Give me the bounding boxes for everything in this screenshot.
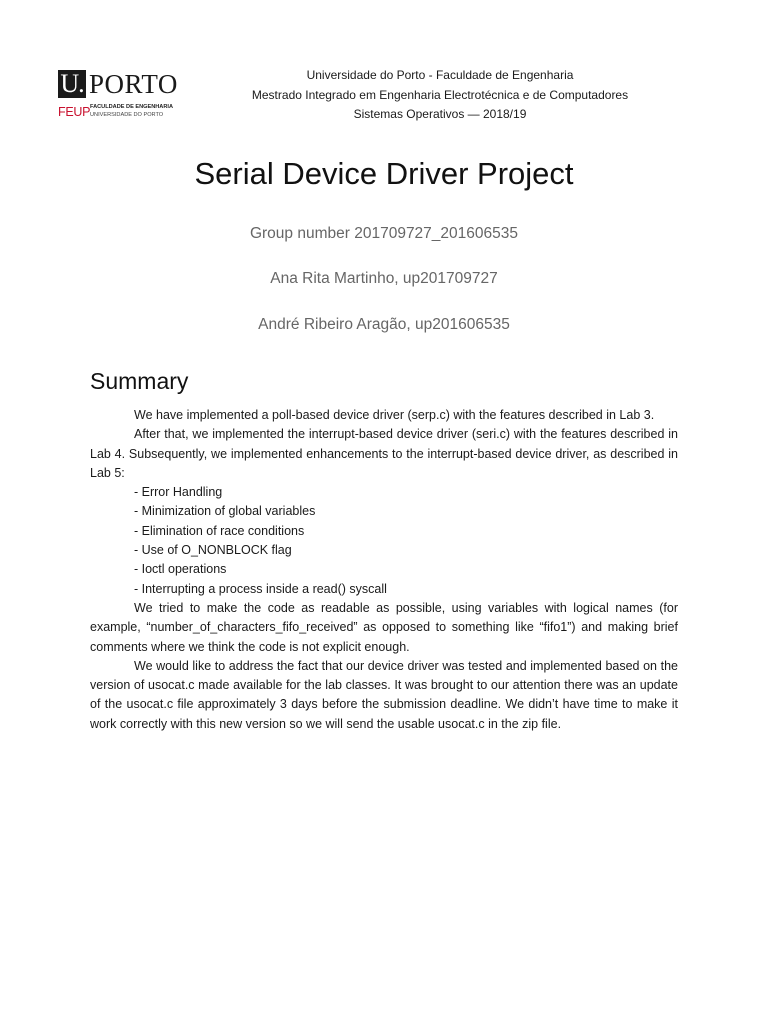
group-number: Group number 201709727_201606535 bbox=[249, 225, 519, 242]
logo-feup-line1: FACULDADE DE ENGENHARIA bbox=[90, 104, 173, 110]
logo-porto-text: PORTO bbox=[89, 69, 178, 99]
summary-heading: Summary bbox=[90, 368, 189, 394]
summary-body bbox=[90, 406, 678, 734]
logo-feup-line2: UNIVERSIDADE DO PORTO bbox=[90, 112, 164, 118]
list-item: - Use of O_NONBLOCK flag bbox=[134, 543, 292, 558]
university-logo bbox=[58, 69, 180, 121]
list-item: - Error Handling bbox=[134, 485, 223, 500]
institution-header bbox=[200, 66, 680, 125]
logo-feup-subtitle bbox=[90, 103, 182, 119]
summary-paragraph-3: We tried to make the code as readable as possible, using variables with logical names (for example, “number_of_characters_fifo_received” as opposed to something like “fifo1”) and making brief comments where we think the code is not explicit enough. bbox=[90, 600, 678, 654]
summary-paragraph-4: We would like to address the fact that our device driver was tested and implemented based on the version of usocat.c made available for the lab classes. It was brought to our attention there was an update of the usocat.c file approximately 3 days before the submission deadline. We didn’t have time to make it work correctly with this new version so we will send the usable usocat.c in the zip file. bbox=[90, 658, 678, 731]
summary-paragraph-1: We have implemented a poll-based device driver (serp.c) with the features described in Lab 3. bbox=[134, 408, 655, 422]
header-university: Universidade do Porto - Faculdade de Engenharia bbox=[306, 68, 574, 82]
list-item: - Interrupting a process inside a read() syscall bbox=[134, 581, 387, 596]
logo-u-mark: U. bbox=[58, 70, 86, 98]
header-course: Mestrado Integrado em Engenharia Electrotécnica e de Computadores bbox=[251, 87, 629, 102]
author-1: Ana Rita Martinho, up201709727 bbox=[270, 270, 498, 287]
logo-feup-text: FEUP bbox=[58, 105, 91, 119]
enhancements-list bbox=[90, 483, 678, 599]
author-2: André Ribeiro Aragão, up201606535 bbox=[258, 316, 510, 333]
list-item: - Ioctl operations bbox=[134, 562, 227, 577]
summary-paragraph-2: After that, we implemented the interrupt-based device driver (seri.c) with the features described in Lab 4. Subsequently, we implemented enhancements to the interrupt-based device driver, as described in Lab 5: bbox=[90, 427, 678, 480]
list-item: - Minimization of global variables bbox=[134, 504, 316, 519]
header-subject: Sistemas Operativos — 2018/19 bbox=[353, 107, 527, 121]
list-item: - Elimination of race conditions bbox=[134, 523, 305, 538]
document-title: Serial Device Driver Project bbox=[194, 156, 574, 191]
